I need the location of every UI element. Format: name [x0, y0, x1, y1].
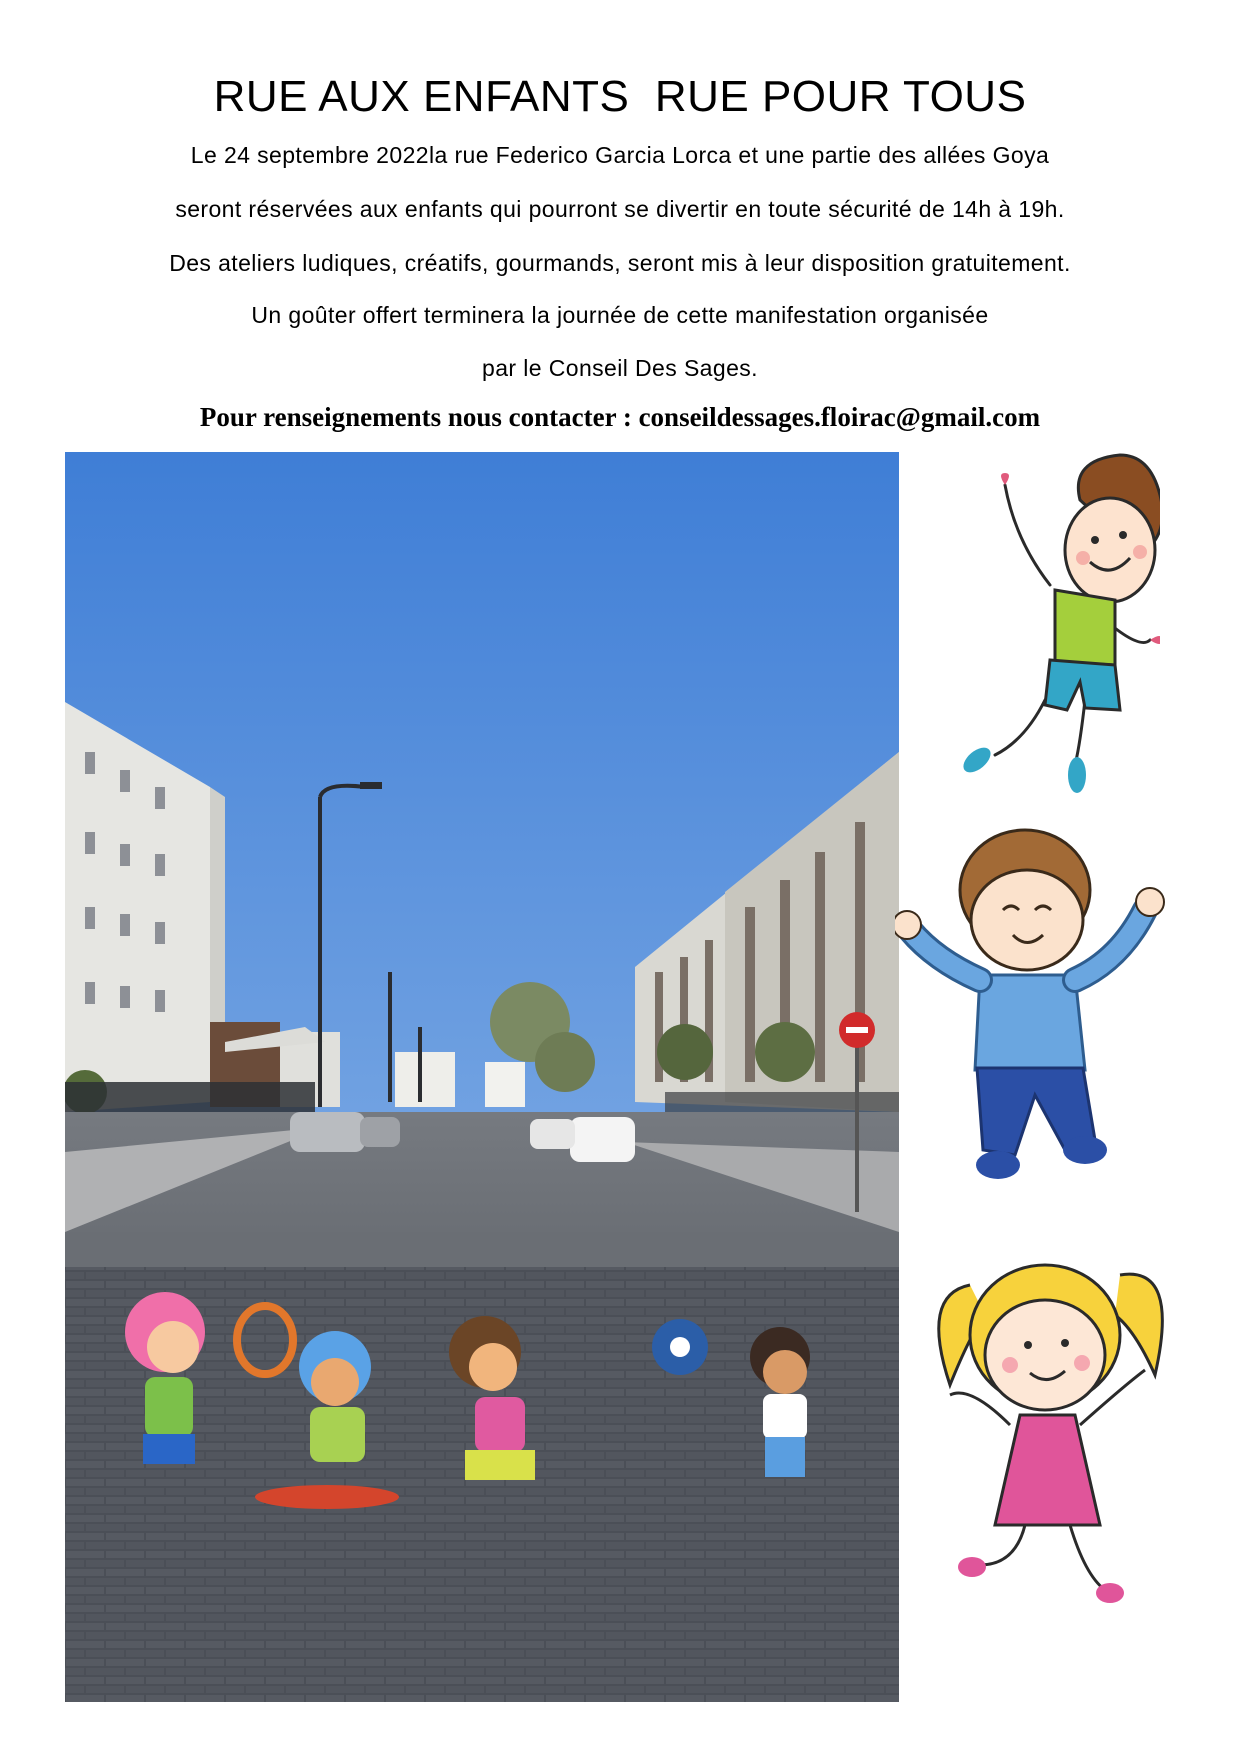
cartoon-girl-pink-dress — [930, 1225, 1170, 1625]
cartoon-boy-green-shirt — [955, 450, 1160, 805]
info-line-hours: seront réservées aux enfants qui pourront se divertir en toute sécurité de 14h à 19h. — [175, 196, 1065, 222]
info-line-workshops: Des ateliers ludiques, créatifs, gourmands, seront mis à leur disposition gratuitement. — [169, 250, 1071, 276]
cartoon-boy-blue-sweater — [895, 810, 1175, 1190]
info-line-date: Le 24 septembre 2022la rue Federico Garcia Lorca et une partie des allées Goya — [190, 142, 1050, 168]
poster-title: RUE AUX ENFANTS RUE POUR TOUS — [213, 72, 1027, 121]
info-line-organizer: par le Conseil Des Sages. — [482, 355, 758, 381]
street-photo — [65, 452, 899, 1702]
info-line-snack: Un goûter offert terminera la journée de cette manifestation organisée — [251, 302, 989, 328]
contact-line: Pour renseignements nous contacter : conseildessages.floirac@gmail.com — [199, 402, 1041, 432]
